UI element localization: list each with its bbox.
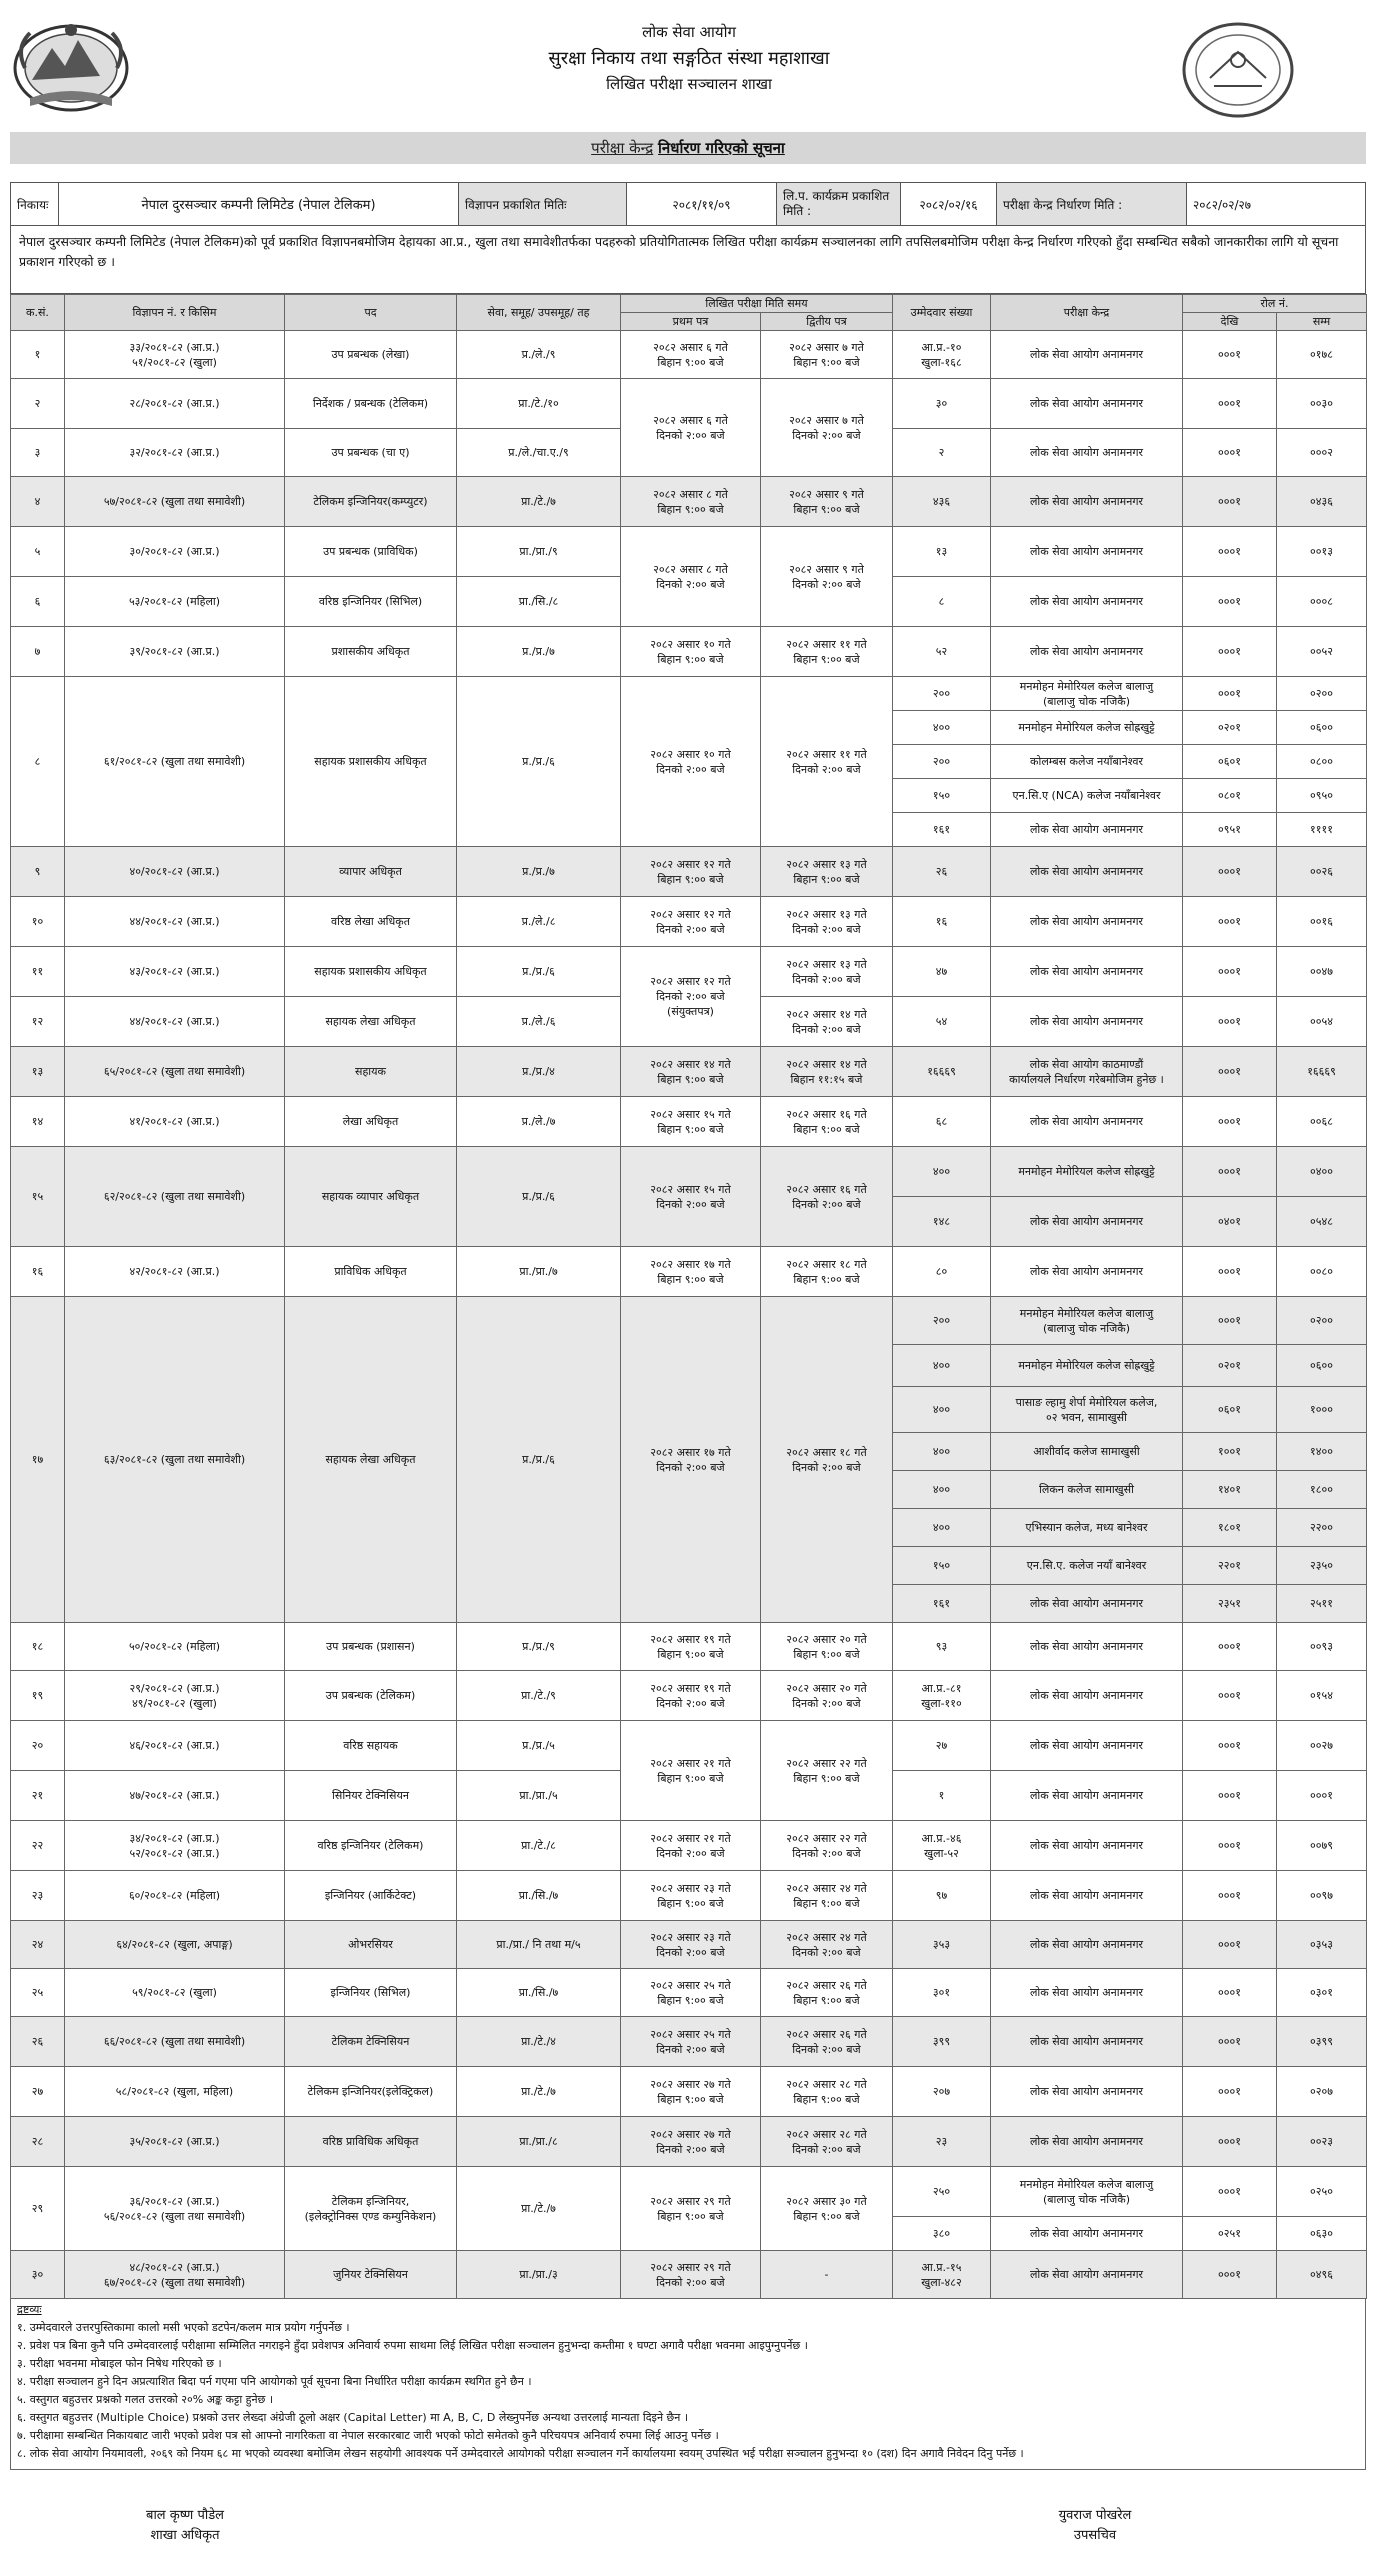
org-line-2: सुरक्षा निकाय तथा सङ्गठित संस्था महाशाखा	[548, 48, 830, 69]
table-row: २५ ५९/२०८१-८२ (खुला) इन्जिनियर (सिभिल) प्रा./सि./७ २०८२ असार २५ गते बिहान ९:०० बजे २०८२ असार २६ गते बिहान ९:०० बजे ३०१ लोक सेवा आयोग अनामनगर ०००१ ०३०१	[11, 1969, 1367, 2017]
table-row: ४ ५७/२०८१-८२ (खुला तथा समावेशी) टेलिकम इन्जिनियर(कम्प्युटर) प्रा./टे./७ २०८२ असार ८ गते बिहान ९:०० बजे २०८२ असार ९ गते बिहान ९:०० बजे ४३६ लोक सेवा आयोग अनामनगर ०००१ ०४३६	[11, 477, 1367, 527]
table-row: ५ ३०/२०८१-८२ (आ.प्र.) उप प्रबन्धक (प्राविधिक) प्रा./प्रा./९ २०८२ असार ८ गते दिनको २:०० बजे २०८२ असार ९ गते दिनको २:०० बजे १३ लोक सेवा आयोग अनामनगर ०००१ ००१३	[11, 527, 1367, 577]
meta-bar	[10, 182, 1366, 226]
table-row: १५० एन.सि.ए (NCA) कलेज नयाँबानेश्वर ०८०१ ०९५०	[11, 779, 1367, 813]
table-row: २२ ३४/२०८१-८२ (आ.प्र.) ५२/२०८१-८२ (आ.प्र.) वरिष्ठ इन्जिनियर (टेलिकम) प्रा./टे./८ २०८२ असार २१ गते दिनको २:०० बजे २०८२ असार २२ गते दिनको २:०० बजे आ.प्र.-४६ खुला-५२ लोक सेवा आयोग अनामनगर ०००१ ००७९	[11, 1821, 1367, 1871]
ad-date-label: विज्ञापन प्रकाशित मितिः	[459, 183, 627, 225]
header-roll: रोल नं.	[1183, 295, 1367, 313]
org-value: नेपाल दुरसञ्चार कम्पनी लिमिटेड (नेपाल टेलिकम)	[59, 183, 459, 225]
table-row: २ २८/२०८१-८२ (आ.प्र.) निर्देशक / प्रबन्धक (टेलिकम) प्रा./टे./१० २०८२ असार ६ गते दिनको २:०० बजे २०८२ असार ७ गते दिनको २:०० बजे ३० लोक सेवा आयोग अनामनगर ०००१ ००३०	[11, 379, 1367, 429]
table-row: ४०० मनमोहन मेमोरियल कलेज सोह्रखुट्टे ०२०१ ०६००	[11, 1345, 1367, 1387]
table-row: २०० कोलम्बस कलेज नयाँबानेश्वर ०६०१ ०८००	[11, 745, 1367, 779]
signatory-name: बाल कृष्ण पौडेल	[146, 2508, 224, 2523]
table-row: १६१ लोक सेवा आयोग अनामनगर २३५१ २५११	[11, 1585, 1367, 1623]
signatory-title: उपसचिव	[1073, 2528, 1117, 2543]
table-row: २० ४६/२०८१-८२ (आ.प्र.) वरिष्ठ सहायक प्र./प्र./५ २०८२ असार २१ गते बिहान ९:०० बजे २०८२ असार २२ गते बिहान ९:०० बजे २७ लोक सेवा आयोग अनामनगर ०००१ ००२७	[11, 1721, 1367, 1771]
table-row: ४०० आशीर्वाद कलेज सामाखुसी १००१ १४००	[11, 1433, 1367, 1471]
table-row: १५० एन.सि.ए. कलेज नयाँ बानेश्वर २२०१ २३५०	[11, 1547, 1367, 1585]
ad-date: २०८१/११/०९	[627, 183, 777, 225]
table-row: २६ ६६/२०८१-८२ (खुला तथा समावेशी) टेलिकम टेक्निसियन प्रा./टे./४ २०८२ असार २५ गते दिनको २:०० बजे २०८२ असार २६ गते दिनको २:०० बजे ३९९ लोक सेवा आयोग अनामनगर ०००१ ०३९९	[11, 2017, 1367, 2067]
org-label: निकायः	[11, 183, 59, 225]
center-date-label: परीक्षा केन्द्र निर्धारण मिति :	[997, 183, 1187, 225]
signatory-title: शाखा अधिकृत	[150, 2528, 220, 2543]
signature-left	[120, 2506, 250, 2546]
table-row: १८ ५०/२०८१-८२ (महिला) उप प्रबन्धक (प्रशासन) प्र./प्र./९ २०८२ असार १९ गते बिहान ९:०० बजे २०८२ असार २० गते बिहान ९:०० बजे ९३ लोक सेवा आयोग अनामनगर ०००१ ००९३	[11, 1623, 1367, 1671]
exam-center-table	[10, 294, 1367, 2299]
program-date-label: लि.प. कार्यक्रम प्रकाशित मिति :	[777, 183, 901, 225]
table-row: ३० ४८/२०८१-८२ (आ.प्र.) ६७/२०८१-८२ (खुला तथा समावेशी) जुनियर टेक्निसियन प्रा./प्रा./३ २०८२ असार २९ गते दिनको २:०० बजे - आ.प्र.-१५ खुला-४८२ लोक सेवा आयोग अनामनगर ०००१ ०४९६	[11, 2251, 1367, 2299]
note-item: ४. परीक्षा सञ्चालन हुने दिन अप्रत्याशित बिदा पर्न गएमा पनि आयोगको पूर्व सूचना बिना निर्धारित परीक्षा कार्यक्रम स्थगित हुने छैन ।	[17, 2375, 532, 2388]
table-row: ४०० लिकन कलेज सामाखुसी १४०१ १८००	[11, 1471, 1367, 1509]
header-exam: लिखित परीक्षा मिति समय	[621, 295, 893, 313]
header-roll-from: देखि	[1183, 313, 1277, 331]
notice-title-part2: निर्धारण गरिएको सूचना	[658, 139, 785, 157]
table-row: १३ ६५/२०८१-८२ (खुला तथा समावेशी) सहायक प्र./प्र./४ २०८२ असार १४ गते बिहान ९:०० बजे २०८२ असार १४ गते बिहान ११:१५ बजे १६६६९ लोक सेवा आयोग काठमाण्डौं कार्यालयले निर्धारण गरेबमोजिम हुनेछ । ०००१ १६६६९	[11, 1047, 1367, 1097]
table-row: ४०० मनमोहन मेमोरियल कलेज सोह्रखुट्टे ०२०१ ०६००	[11, 711, 1367, 745]
table-row: १२ ४४/२०८१-८२ (आ.प्र.) सहायक लेखा अधिकृत प्र./ले./६ २०८२ असार १४ गते दिनको २:०० बजे ५४ लोक सेवा आयोग अनामनगर ०००१ ००५४	[11, 997, 1367, 1047]
header-post: पद	[285, 295, 457, 331]
header-paper2: द्वितीय पत्र	[761, 313, 893, 331]
table-row: १६ ४२/२०८१-८२ (आ.प्र.) प्राविधिक अधिकृत प्रा./प्रा./७ २०८२ असार १७ गते बिहान ९:०० बजे २०८२ असार १८ गते बिहान ९:०० बजे ८० लोक सेवा आयोग अनामनगर ०००१ ००८०	[11, 1247, 1367, 1297]
center-date: २०८२/०२/२७	[1193, 197, 1252, 212]
table-row: २८ ३५/२०८१-८२ (आ.प्र.) वरिष्ठ प्राविधिक अधिकृत प्रा./प्रा./८ २०८२ असार २७ गते दिनको २:०० बजे २०८२ असार २८ गते दिनको २:०० बजे २३ लोक सेवा आयोग अनामनगर ०००१ ००२३	[11, 2117, 1367, 2167]
table-row: १४८ लोक सेवा आयोग अनामनगर ०४०१ ०५४८	[11, 1197, 1367, 1247]
intro-text: नेपाल दुरसञ्चार कम्पनी लिमिटेड (नेपाल टेलिकम)को पूर्व प्रकाशित विज्ञापनबमोजिम देहायका आ.प्र., खुला तथा समावेशीतर्फका पदहरुको प्रतियोगितात्मक लिखित परीक्षा कार्यक्रम सञ्चालनका लागि तपसिलबमोजिम परीक्षा केन्द्र निर्धारण गरिएको हुँदा सम्बन्धित सबैको जानकारीका लागि यो सूचना प्रकाशन गरिएको छ ।	[10, 226, 1366, 294]
signature-right	[1030, 2506, 1160, 2546]
table-row: ४०० पासाङ ल्हामु शेर्पा मेमोरियल कलेज, ०२ भवन, सामाखुसी ०६०१ १०००	[11, 1387, 1367, 1433]
notes-title: द्रष्टव्यः	[17, 2303, 42, 2316]
table-header-row	[11, 295, 1367, 313]
notice-title-part1: परीक्षा केन्द्र	[591, 139, 654, 157]
note-item: ३. परीक्षा भवनमा मोबाइल फोन निषेध गरिएको छ ।	[17, 2357, 222, 2370]
header-sn: क.सं.	[11, 295, 65, 331]
note-item: ८. लोक सेवा आयोग नियमावली, २०६९ को नियम ६८ मा भएको व्यवस्था बमोजिम लेखन सहयोगी आवश्यक पर्ने उम्मेदवारले आयोगको परीक्षा सञ्चालन गर्ने कार्यालयमा स्वयम् उपस्थित भई परीक्षा सञ्चालन हुनुभन्दा १० (दश) दिन अगावै निवेदन दिनु पर्नेछ ।	[17, 2447, 1024, 2460]
table-row: १९ २९/२०८१-८२ (आ.प्र.) ४९/२०८१-८२ (खुला) उप प्रबन्धक (टेलिकम) प्रा./टे./९ २०८२ असार १९ गते दिनको २:०० बजे २०८२ असार २० गते दिनको २:०० बजे आ.प्र.-८१ खुला-११० लोक सेवा आयोग अनामनगर ०००१ ०१५४	[11, 1671, 1367, 1721]
program-date: २०८२/०२/१६	[901, 183, 997, 225]
header-service: सेवा, समूह/ उपसमूह/ तह	[457, 295, 621, 331]
header-count: उम्मेदवार संख्या	[893, 295, 991, 331]
note-item: ७. परीक्षामा सम्बन्धित निकायबाट जारी भएको प्रवेश पत्र सो आफ्नो नागरिकता वा नेपाल सरकारबाट जारी भएको फोटो समेतको कुनै परिचयपत्र अनिवार्य रुपमा लिई आउनु पर्नेछ ।	[17, 2429, 719, 2442]
table-row: २३ ६०/२०८१-८२ (महिला) इन्जिनियर (आर्किटेक्ट) प्रा./सि./७ २०८२ असार २३ गते बिहान ९:०० बजे २०८२ असार २४ गते बिहान ९:०० बजे ९७ लोक सेवा आयोग अनामनगर ०००१ ००९७	[11, 1871, 1367, 1921]
table-row: ३८० लोक सेवा आयोग अनामनगर ०२५१ ०६३०	[11, 2217, 1367, 2251]
table-row: २४ ६४/२०८१-८२ (खुला, अपाङ्ग) ओभरसियर प्रा./प्रा./ नि तथा म/५ २०८२ असार २३ गते दिनको २:०० बजे २०८२ असार २४ गते दिनको २:०० बजे ३५३ लोक सेवा आयोग अनामनगर ०००१ ०३५३	[11, 1921, 1367, 1969]
header-ad: विज्ञापन नं. र किसिम	[65, 295, 285, 331]
table-row: १५ ६२/२०८१-८२ (खुला तथा समावेशी) सहायक व्यापार अधिकृत प्र./प्र./६ २०८२ असार १५ गते दिनको २:०० बजे २०८२ असार १६ गते दिनको २:०० बजे ४०० मनमोहन मेमोरियल कलेज सोह्रखुट्टे ०००१ ०४००	[11, 1147, 1367, 1197]
table-row: २९ ३६/२०८१-८२ (आ.प्र.) ५६/२०८१-८२ (खुला तथा समावेशी) टेलिकम इन्जिनियर, (इलेक्ट्रोनिक्स एण्ड कम्युनिकेशन) प्रा./टे./७ २०८२ असार २९ गते बिहान ९:०० बजे २०८२ असार ३० गते बिहान ९:०० बजे २५० मनमोहन मेमोरियल कलेज बालाजु (बालाजु चोक नजिकै) ०००१ ०२५०	[11, 2167, 1367, 2217]
notice-title	[10, 132, 1366, 164]
psc-seal-icon	[1180, 20, 1296, 120]
note-item: ६. वस्तुगत बहुउत्तर (Multiple Choice) प्रश्नको उत्तर लेख्दा अंग्रेजी ठूलो अक्षर (Capital Letter) मा A, B, C, D लेख्नुपर्नेछ अन्यथा उत्तरलाई मान्यता दिइने छैन ।	[17, 2411, 689, 2424]
header-roll-to: सम्म	[1277, 313, 1367, 331]
org-line-1: लोक सेवा आयोग	[642, 23, 736, 41]
table-row: १ ३३/२०८१-८२ (आ.प्र.) ५१/२०८१-८२ (खुला) उप प्रबन्धक (लेखा) प्र./ले./९ २०८२ असार ६ गते बिहान ९:०० बजे २०८२ असार ७ गते बिहान ९:०० बजे आ.प्र.-१० खुला-१६८ लोक सेवा आयोग अनामनगर ०००१ ०१७८	[11, 331, 1367, 379]
table-row: ८ ६१/२०८१-८२ (खुला तथा समावेशी) सहायक प्रशासकीय अधिकृत प्र./प्र./६ २०८२ असार १० गते दिनको २:०० बजे २०८२ असार ११ गते दिनको २:०० बजे २०० मनमोहन मेमोरियल कलेज बालाजु (बालाजु चोक नजिकै) ०००१ ०२००	[11, 677, 1367, 711]
table-row: ६ ५३/२०८१-८२ (महिला) वरिष्ठ इन्जिनियर (सिभिल) प्रा./सि./८ ८ लोक सेवा आयोग अनामनगर ०००१ ०००८	[11, 577, 1367, 627]
header-paper1: प्रथम पत्र	[621, 313, 761, 331]
table-row: १० ४४/२०८१-८२ (आ.प्र.) वरिष्ठ लेखा अधिकृत प्र./ले./८ २०८२ असार १२ गते दिनको २:०० बजे २०८२ असार १३ गते दिनको २:०० बजे १६ लोक सेवा आयोग अनामनगर ०००१ ००१६	[11, 897, 1367, 947]
notes-section	[10, 2298, 1366, 2470]
table-row: ९ ४०/२०८१-८२ (आ.प्र.) व्यापार अधिकृत प्र./प्र./७ २०८२ असार १२ गते बिहान ९:०० बजे २०८२ असार १३ गते बिहान ९:०० बजे २६ लोक सेवा आयोग अनामनगर ०००१ ००२६	[11, 847, 1367, 897]
org-line-3: लिखित परीक्षा सञ्चालन शाखा	[606, 75, 772, 93]
note-item: २. प्रवेश पत्र बिना कुनै पनि उम्मेदवारलाई परीक्षामा सम्मिलित नगराइने हुँदा प्रवेशपत्र अनिवार्य रुपमा साथमा लिई लिखित परीक्षा सञ्चालन हुनुभन्दा कम्तीमा १ घण्टा अगावै परीक्षा भवनमा आइपुग्नुपर्नेछ ।	[17, 2339, 808, 2352]
table-row: ३ ३२/२०८१-८२ (आ.प्र.) उप प्रबन्धक (चा ए) प्र./ले./चा.ए./९ २ लोक सेवा आयोग अनामनगर ०००१ ०००२	[11, 429, 1367, 477]
table-row: ४०० एभिस्यान कलेज, मध्य बानेश्वर १८०१ २२००	[11, 1509, 1367, 1547]
table-row: २१ ४७/२०८१-८२ (आ.प्र.) सिनियर टेक्निसियन प्रा./प्रा./५ १ लोक सेवा आयोग अनामनगर ०००१ ०००१	[11, 1771, 1367, 1821]
note-item: ५. वस्तुगत बहुउत्तर प्रश्नको गलत उत्तरको २०% अङ्क कट्टा हुनेछ ।	[17, 2393, 273, 2406]
header-center: परीक्षा केन्द्र	[991, 295, 1183, 331]
table-row: २७ ५८/२०८१-८२ (खुला, महिला) टेलिकम इन्जिनियर(इलेक्ट्रिकल) प्रा./टे./७ २०८२ असार २७ गते बिहान ९:०० बजे २०८२ असार २८ गते बिहान ९:०० बजे २०७ लोक सेवा आयोग अनामनगर ०००१ ०२०७	[11, 2067, 1367, 2117]
table-row: १७ ६३/२०८१-८२ (खुला तथा समावेशी) सहायक लेखा अधिकृत प्र./प्र./६ २०८२ असार १७ गते दिनको २:०० बजे २०८२ असार १८ गते दिनको २:०० बजे २०० मनमोहन मेमोरियल कलेज बालाजु (बालाजु चोक नजिकै) ०००१ ०२००	[11, 1297, 1367, 1345]
signatory-name: युवराज पोखरेल	[1058, 2508, 1132, 2523]
table-row: ११ ४३/२०८१-८२ (आ.प्र.) सहायक प्रशासकीय अधिकृत प्र./प्र./६ २०८२ असार १२ गते दिनको २:०० बजे (संयुक्तपत्र) २०८२ असार १३ गते दिनको २:०० बजे ४७ लोक सेवा आयोग अनामनगर ०००१ ००४७	[11, 947, 1367, 997]
table-row: १६१ लोक सेवा आयोग अनामनगर ०९५१ ११११	[11, 813, 1367, 847]
table-row: ७ ३९/२०८१-८२ (आ.प्र.) प्रशासकीय अधिकृत प्र./प्र./७ २०८२ असार १० गते बिहान ९:०० बजे २०८२ असार ११ गते बिहान ९:०० बजे ५२ लोक सेवा आयोग अनामनगर ०००१ ००५२	[11, 627, 1367, 677]
table-row: १४ ४१/२०८१-८२ (आ.प्र.) लेखा अधिकृत प्र./ले./७ २०८२ असार १५ गते बिहान ९:०० बजे २०८२ असार १६ गते बिहान ९:०० बजे ६८ लोक सेवा आयोग अनामनगर ०००१ ००६८	[11, 1097, 1367, 1147]
page-header	[0, 0, 1378, 130]
note-item: १. उम्मेदवारले उत्तरपुस्तिकामा कालो मसी भएको डटपेन/कलम मात्र प्रयोग गर्नुपर्नेछ ।	[17, 2321, 350, 2334]
